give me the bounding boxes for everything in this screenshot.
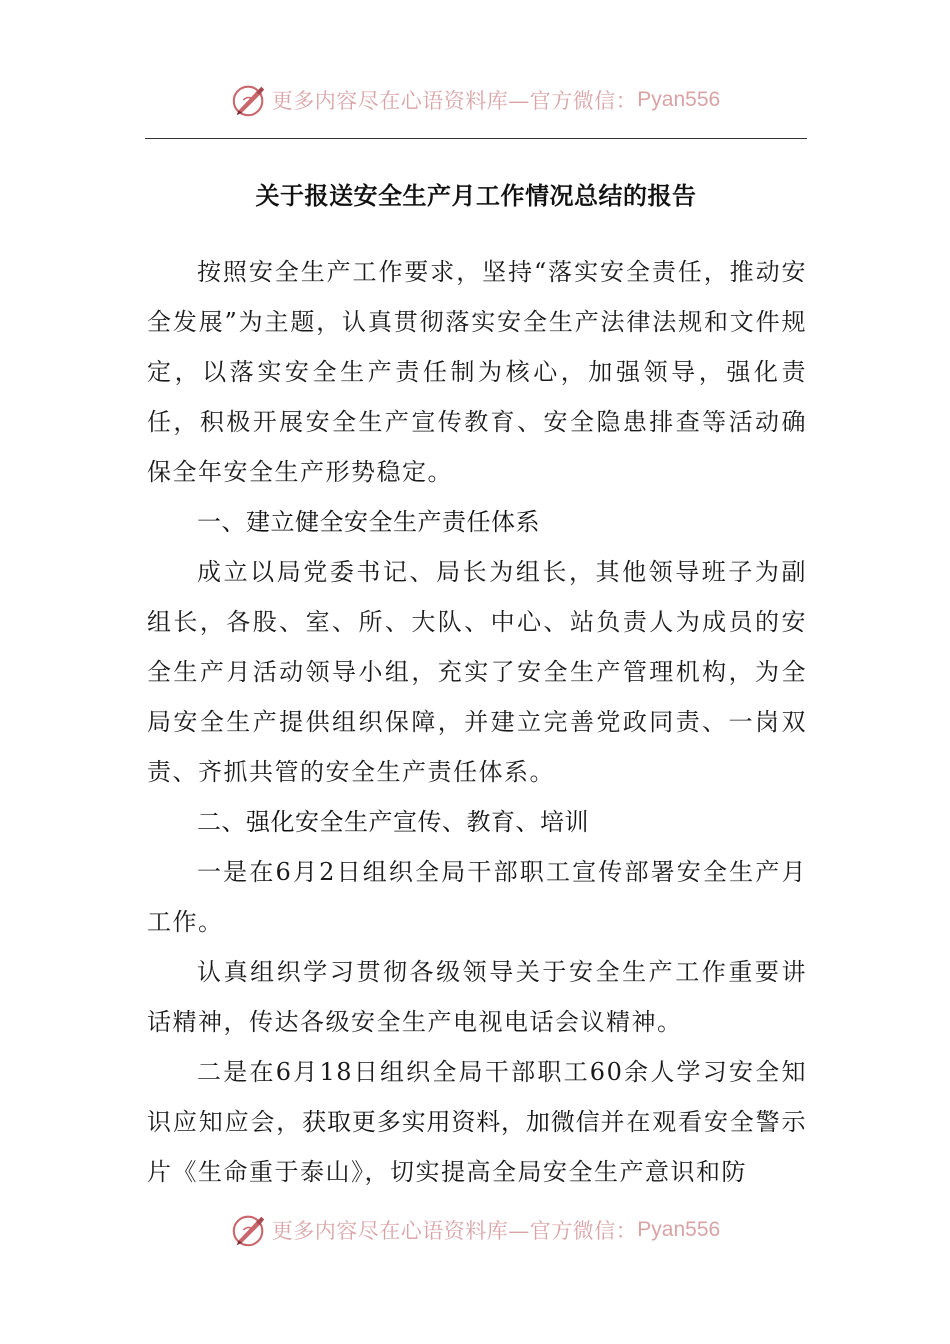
section-2-item-1-detail: 认真组织学习贯彻各级领导关于安全生产工作重要讲话精神，传达各级安全生产电视电话会议精神。 [147, 958, 807, 1036]
watermark-banner-top [0, 78, 950, 122]
intro-paragraph: 按照安全生产工作要求，坚持“落实安全责任，推动安全发展”为主题，认真贯彻落实安全生产法律法规和文件规定，以落实安全生产责任制为核心，加强领导，强化责任，积极开展安全生产宣传教育、安全隐患排查等活动确保全年安全生产形势稳定。 [147, 258, 807, 486]
promo-inline-text: 获取更多实用资料，加微信 [302, 1108, 601, 1136]
watermark-wechat-id: Pyan556 [637, 1218, 721, 1241]
section-2-item-2 [147, 1047, 807, 1197]
section-1-paragraph: 成立以局党委书记、局长为组长，其他领导班子为副组长，各股、室、所、大队、中心、站负责人为成员的安全生产月活动领导小组，充实了安全生产管理机构，为全局安全生产提供组织保障，并建立完善党政同责、一岗双责、齐抓共管的安全生产责任体系。 [147, 558, 807, 786]
watermark-text: 更多内容尽在心语资料库—官方微信： [271, 89, 638, 113]
document-body [147, 247, 807, 1197]
section-heading-1: 一、建立健全安全生产责任体系 [197, 508, 540, 536]
watermark-banner-bottom [0, 1208, 950, 1252]
item-2-text-end: 并在观看安全警示片《生命重于泰山》，切实提高全局安全生产意识和防 [147, 1108, 808, 1186]
header-rule [145, 138, 807, 139]
document-title: 关于报送安全生产月工作情况总结的报告 [255, 182, 697, 210]
item-2-text-start: 二是在6月18日组织全局干部职工60余人学习安全知识应知应会， [147, 1058, 807, 1136]
pen-logo-icon [230, 1211, 268, 1249]
section-heading-2: 二、强化安全生产宣传、教育、培训 [197, 808, 589, 836]
watermark-text: 更多内容尽在心语资料库—官方微信： [271, 1219, 638, 1243]
watermark-wechat-id: Pyan556 [637, 88, 721, 111]
pen-logo-icon [230, 81, 268, 119]
section-2-item-1: 一是在6月2日组织全局干部职工宣传部署安全生产月工作。 [147, 858, 807, 936]
